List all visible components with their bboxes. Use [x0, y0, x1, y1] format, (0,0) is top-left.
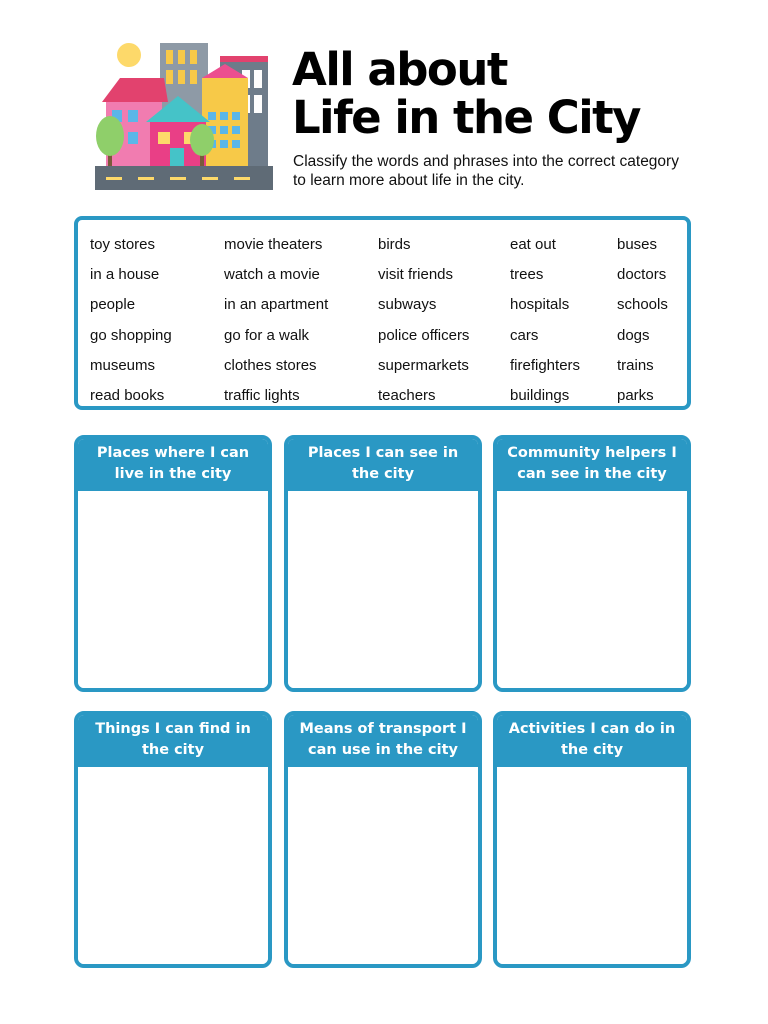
category-answer-area[interactable]	[497, 491, 687, 688]
category-box-activities	[493, 711, 691, 968]
category-title: Community helpers I can see in the city	[497, 439, 687, 491]
sun-icon	[117, 43, 141, 67]
city-buildings-illustration	[92, 40, 274, 192]
word-bank	[74, 216, 691, 410]
word-item: firefighters	[510, 356, 581, 374]
word-item: movie theaters	[224, 236, 323, 253]
word-bank-column-2	[224, 230, 328, 411]
word-item: dogs	[617, 326, 650, 344]
category-answer-area[interactable]	[497, 767, 687, 964]
page-title	[292, 43, 641, 144]
category-title: Places I can see in the city	[288, 439, 478, 491]
word-item: supermarkets	[378, 356, 469, 374]
title-line-1: All about	[292, 43, 507, 96]
word-item: people	[90, 296, 136, 314]
tree-icon	[190, 124, 214, 156]
tree-icon	[96, 116, 124, 156]
word-item: trees	[510, 266, 544, 284]
word-item: traffic lights	[224, 386, 300, 404]
word-item: birds	[378, 236, 411, 253]
word-item: go shopping	[90, 326, 172, 344]
word-item: police officers	[378, 326, 470, 344]
word-item: visit friends	[378, 266, 454, 284]
word-item: toy stores	[90, 236, 156, 253]
word-item: teachers	[378, 386, 436, 404]
category-title: Things I can find in the city	[78, 715, 268, 767]
category-answer-area[interactable]	[288, 767, 478, 964]
word-item: in an apartment	[224, 296, 329, 314]
word-item: subways	[378, 296, 437, 314]
word-item: schools	[617, 296, 668, 314]
category-title: Activities I can do in the city	[497, 715, 687, 767]
word-bank-column-1	[90, 230, 172, 411]
category-box-transport	[284, 711, 482, 968]
word-item: trains	[617, 356, 654, 374]
category-box-things	[74, 711, 272, 968]
word-item: parks	[617, 386, 654, 404]
word-item: hospitals	[510, 296, 570, 314]
word-item: in a house	[90, 266, 160, 284]
category-title: Places where I can live in the city	[78, 439, 268, 491]
word-item: museums	[90, 356, 156, 374]
category-title: Means of transport I can use in the city	[288, 715, 478, 767]
category-answer-area[interactable]	[78, 767, 268, 964]
word-item: watch a movie	[224, 266, 320, 284]
word-item: buses	[617, 236, 658, 253]
category-box-live	[74, 435, 272, 692]
category-answer-area[interactable]	[288, 491, 478, 688]
word-bank-column-5	[617, 230, 668, 411]
word-item: read books	[90, 386, 165, 404]
word-bank-column-3	[378, 230, 469, 411]
word-bank-column-4	[510, 230, 580, 411]
word-item: go for a walk	[224, 326, 310, 344]
category-box-places	[284, 435, 482, 692]
category-box-helpers	[493, 435, 691, 692]
word-item: eat out	[510, 236, 556, 253]
instructions: Classify the words and phrases into the correct category to learn more about life in the city.	[293, 153, 679, 189]
word-item: doctors	[617, 266, 667, 284]
category-answer-area[interactable]	[78, 491, 268, 688]
title-line-2: Life in the City	[292, 91, 641, 144]
word-item: clothes stores	[224, 356, 317, 374]
word-item: cars	[510, 326, 539, 344]
word-item: buildings	[510, 386, 570, 404]
